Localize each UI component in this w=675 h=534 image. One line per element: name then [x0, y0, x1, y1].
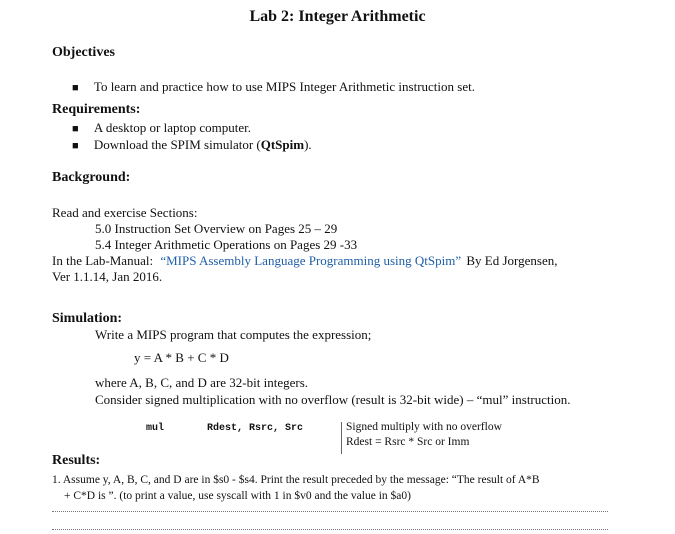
simulation-instructions: Write a MIPS program that computes the expression; [95, 327, 372, 342]
lab-manual-version: Ver 1.1.14, Jan 2016. [52, 269, 163, 284]
results-item-line: + C*D is ”. (to print a value, use syscall with 1 in $v0 and the value in $a0) [64, 490, 411, 502]
bullet-icon: ■ [72, 140, 79, 152]
lab-manual-reference: In the Lab-Manual: “MIPS Assembly Language Programming using QtSpim” By Ed Jorgensen, [52, 253, 558, 268]
objectives-list-item: ■ To learn and practice how to use MIPS Integer Arithmetic instruction set. [72, 79, 475, 94]
simulation-heading: Simulation: [52, 311, 123, 326]
background-intro: Read and exercise Sections: [52, 205, 198, 220]
results-heading: Results: [52, 453, 101, 468]
bullet-icon: ■ [72, 123, 79, 135]
lab-manual-link[interactable]: “MIPS Assembly Language Programming using QtSpim” [160, 253, 462, 268]
instruction-mnemonic: mul [146, 423, 165, 434]
instruction-semantics: Rdest = Rsrc * Src or Imm [346, 436, 470, 448]
instruction-operands: Rdest, Rsrc, Src [207, 423, 304, 434]
answer-line [52, 511, 608, 512]
expression: y = A * B + C * D [134, 350, 229, 365]
bullet-icon: ■ [72, 82, 79, 94]
instruction-description: Signed multiply with no overflow [346, 421, 502, 433]
section-reference: 5.0 Instruction Set Overview on Pages 25 – 29 [95, 221, 338, 236]
section-reference: 5.4 Integer Arithmetic Operations on Pages 29 -33 [95, 237, 358, 252]
answer-line [52, 529, 608, 530]
background-heading: Background: [52, 170, 131, 185]
objectives-heading: Objectives [52, 45, 115, 60]
table-divider [341, 422, 342, 454]
results-item-line: 1. Assume y, A, B, C, and D are in $s0 - $s4. Print the result preceded by the message: “The result of A*B [52, 474, 540, 486]
simulation-note: Consider signed multiplication with no overflow (result is 32-bit wide) – “mul” instruction. [95, 392, 571, 407]
page-title: Lab 2: Integer Arithmetic [249, 8, 426, 25]
requirements-list-item: ■ Download the SPIM simulator (QtSpim). [72, 137, 312, 152]
requirements-list-item: ■ A desktop or laptop computer. [72, 120, 251, 135]
requirements-heading: Requirements: [52, 102, 141, 117]
simulation-note: where A, B, C, and D are 32-bit integers. [95, 375, 309, 390]
